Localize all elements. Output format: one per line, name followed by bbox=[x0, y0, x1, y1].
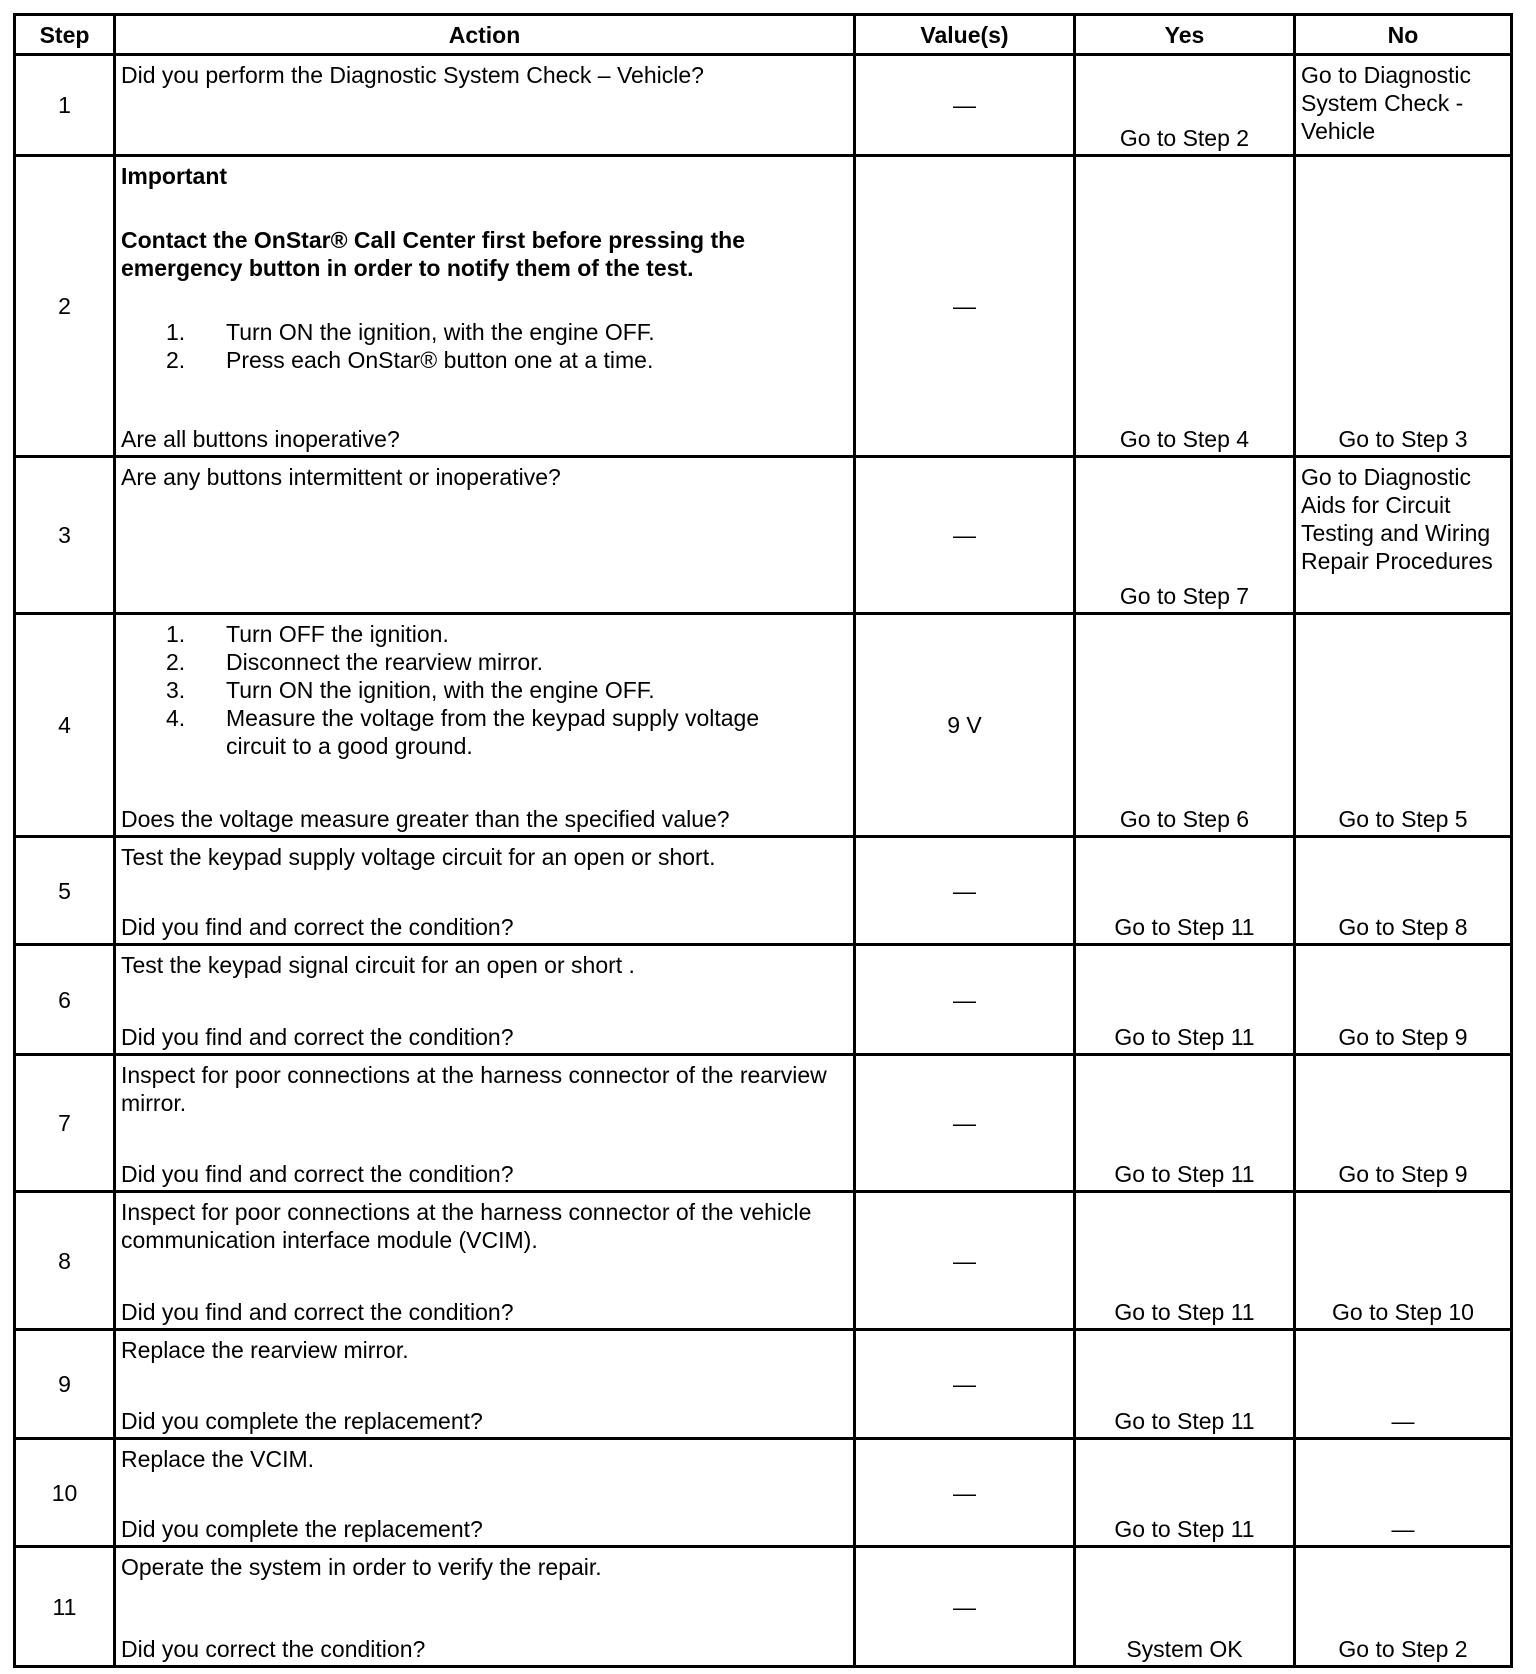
yes-cell[interactable]: System OK bbox=[1073, 1545, 1296, 1668]
list-item bbox=[121, 620, 847, 648]
list-text: Press each OnStar® button one at a time. bbox=[226, 347, 654, 373]
step-number: 9 bbox=[13, 1328, 116, 1440]
list-item bbox=[121, 648, 847, 676]
action-question: Did you complete the replacement? bbox=[121, 1408, 483, 1434]
yes-cell[interactable]: Go to Step 11 bbox=[1073, 943, 1296, 1056]
list-text: Turn ON the ignition, with the engine OFF. bbox=[226, 677, 655, 703]
action-question: Are all buttons inoperative? bbox=[121, 426, 400, 452]
step-number: 8 bbox=[13, 1190, 116, 1331]
no-cell: — bbox=[1293, 1328, 1513, 1440]
value-cell: — bbox=[853, 835, 1076, 946]
value-cell: — bbox=[853, 943, 1076, 1056]
no-cell[interactable]: Go to Step 10 bbox=[1293, 1190, 1513, 1331]
action-question: Does the voltage measure greater than the specified value? bbox=[121, 806, 730, 832]
instruction-list bbox=[121, 318, 847, 374]
action-cell bbox=[113, 835, 856, 946]
action-cell bbox=[113, 612, 856, 838]
instruction-list bbox=[121, 620, 847, 760]
list-number: 1. bbox=[166, 319, 186, 345]
step-number: 11 bbox=[13, 1545, 116, 1668]
yes-cell[interactable]: Go to Step 11 bbox=[1073, 1437, 1296, 1548]
no-cell[interactable]: Go to Diagnostic System Check - Vehicle bbox=[1293, 53, 1513, 157]
list-number: 3. bbox=[166, 677, 186, 703]
yes-cell[interactable]: Go to Step 7 bbox=[1073, 455, 1296, 615]
no-cell: — bbox=[1293, 1437, 1513, 1548]
action-text: Test the keypad supply voltage circuit for an open or short. bbox=[121, 844, 716, 870]
value-cell: — bbox=[853, 1190, 1076, 1331]
diagnostic-table bbox=[13, 13, 1513, 1668]
action-text: Are any buttons intermittent or inoperative? bbox=[121, 464, 561, 490]
header-yes: Yes bbox=[1073, 13, 1296, 56]
action-question: Did you complete the replacement? bbox=[121, 1516, 483, 1542]
yes-cell[interactable]: Go to Step 11 bbox=[1073, 1190, 1296, 1331]
no-cell[interactable]: Go to Diagnostic Aids for Circuit Testing and Wiring Repair Procedures bbox=[1293, 455, 1513, 615]
no-cell[interactable]: Go to Step 9 bbox=[1293, 1053, 1513, 1193]
action-question: Did you find and correct the condition? bbox=[121, 1024, 514, 1050]
value-cell: — bbox=[853, 1328, 1076, 1440]
header-action: Action bbox=[113, 13, 856, 56]
yes-cell[interactable]: Go to Step 2 bbox=[1073, 53, 1296, 157]
header-no: No bbox=[1293, 13, 1513, 56]
no-cell[interactable]: Go to Step 2 bbox=[1293, 1545, 1513, 1668]
action-cell bbox=[113, 1328, 856, 1440]
value-cell: 9 V bbox=[853, 612, 1076, 838]
list-text: Measure the voltage from the keypad supply voltage circuit to a good ground. bbox=[226, 705, 760, 759]
action-text: Did you perform the Diagnostic System Check – Vehicle? bbox=[121, 62, 704, 88]
action-cell bbox=[113, 1053, 856, 1193]
yes-cell[interactable]: Go to Step 11 bbox=[1073, 1328, 1296, 1440]
list-number: 2. bbox=[166, 347, 186, 373]
action-cell bbox=[113, 1190, 856, 1331]
action-text: Inspect for poor connections at the harness connector of the vehicle communication interface module (VCIM). bbox=[121, 1199, 812, 1253]
list-text: Turn ON the ignition, with the engine OFF. bbox=[226, 319, 655, 345]
no-cell[interactable]: Go to Step 3 bbox=[1293, 154, 1513, 458]
action-question: Did you find and correct the condition? bbox=[121, 1299, 514, 1325]
yes-cell[interactable]: Go to Step 11 bbox=[1073, 835, 1296, 946]
action-cell bbox=[113, 455, 856, 615]
list-item bbox=[121, 676, 847, 704]
action-text: Inspect for poor connections at the harness connector of the rearview mirror. bbox=[121, 1062, 827, 1116]
step-number: 2 bbox=[13, 154, 116, 458]
header-value: Value(s) bbox=[853, 13, 1076, 56]
action-text: Replace the VCIM. bbox=[121, 1446, 315, 1472]
action-cell bbox=[113, 943, 856, 1056]
action-text: Operate the system in order to verify the repair. bbox=[121, 1554, 602, 1580]
no-cell[interactable]: Go to Step 9 bbox=[1293, 943, 1513, 1056]
value-cell: — bbox=[853, 1545, 1076, 1668]
action-cell bbox=[113, 1545, 856, 1668]
action-text: Test the keypad signal circuit for an open or short . bbox=[121, 952, 635, 978]
list-number: 1. bbox=[166, 621, 186, 647]
yes-cell[interactable]: Go to Step 6 bbox=[1073, 612, 1296, 838]
step-number: 1 bbox=[13, 53, 116, 157]
value-cell: — bbox=[853, 1053, 1076, 1193]
step-number: 6 bbox=[13, 943, 116, 1056]
important-label: Important bbox=[121, 163, 228, 189]
no-cell[interactable]: Go to Step 8 bbox=[1293, 835, 1513, 946]
list-number: 2. bbox=[166, 649, 186, 675]
header-step: Step bbox=[13, 13, 116, 56]
list-item bbox=[121, 704, 847, 760]
value-cell: — bbox=[853, 1437, 1076, 1548]
step-number: 3 bbox=[13, 455, 116, 615]
list-number: 4. bbox=[166, 705, 186, 731]
action-question: Did you correct the condition? bbox=[121, 1636, 426, 1662]
action-question: Did you find and correct the condition? bbox=[121, 1161, 514, 1187]
list-item bbox=[121, 346, 847, 374]
important-note: Contact the OnStar® Call Center first before pressing the emergency button in order to notify them of the test. bbox=[121, 227, 745, 281]
step-number: 10 bbox=[13, 1437, 116, 1548]
value-cell: — bbox=[853, 455, 1076, 615]
action-cell bbox=[113, 1437, 856, 1548]
action-cell bbox=[113, 53, 856, 157]
no-cell[interactable]: Go to Step 5 bbox=[1293, 612, 1513, 838]
action-text: Replace the rearview mirror. bbox=[121, 1337, 409, 1363]
action-cell bbox=[113, 154, 856, 458]
yes-cell[interactable]: Go to Step 4 bbox=[1073, 154, 1296, 458]
step-number: 7 bbox=[13, 1053, 116, 1193]
yes-cell[interactable]: Go to Step 11 bbox=[1073, 1053, 1296, 1193]
list-text: Turn OFF the ignition. bbox=[226, 621, 449, 647]
list-item bbox=[121, 318, 847, 346]
value-cell: — bbox=[853, 154, 1076, 458]
step-number: 5 bbox=[13, 835, 116, 946]
step-number: 4 bbox=[13, 612, 116, 838]
action-question: Did you find and correct the condition? bbox=[121, 914, 514, 940]
list-text: Disconnect the rearview mirror. bbox=[226, 649, 543, 675]
value-cell: — bbox=[853, 53, 1076, 157]
